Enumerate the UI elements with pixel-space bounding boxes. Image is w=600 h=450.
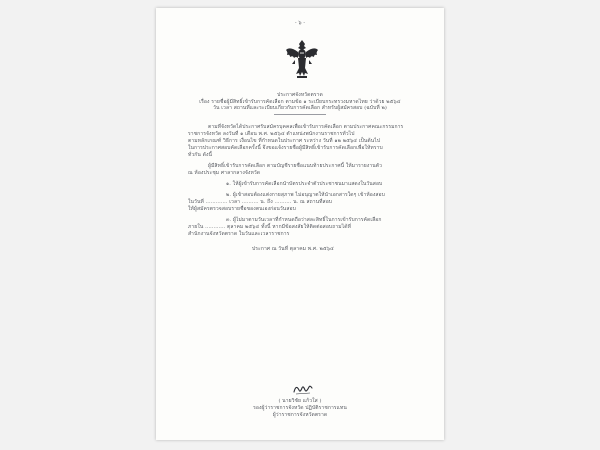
body-line: ณ ห้องประชุม ศาลากลางจังหวัด [188,170,261,176]
list-item: ๓. ผู้ไม่มาตามวันเวลาที่กำหนดถือว่าสละสิทธิ์ในการเข้ารับการคัดเลือก [226,217,382,223]
body-line: สำนักงานจังหวัดตราด ในวันและเวลาราชการ [188,231,290,237]
list-item: ๑. ให้ผู้เข้ารับการคัดเลือกนำบัตรประจำตัวประชาชนมาแสดงในวันสอบ [226,181,383,187]
list-item: ๒. ผู้เข้าสอบต้องแต่งกายสุภาพ ไม่อนุญาตให้นำเอกสารใดๆ เข้าห้องสอบ [226,192,385,198]
body-line: ให้ผู้สมัครตรวจสอบรายชื่อของตนเองก่อนวันสอบ [188,206,296,212]
issue-date: ประกาศ ณ วันที่ ตุลาคม พ.ศ. ๒๕๖๔ [252,246,334,252]
body-line: ในการประกาศสอบคัดเลือกครั้งนี้ จึงขอแจ้งรายชื่อผู้มีสิทธิ์เข้ารับการคัดเลือกเพื่อให้ทราบ [188,145,383,151]
body-line: ผู้มีสิทธิ์เข้ารับการคัดเลือก ตามบัญชีรายชื่อแนบท้ายประกาศนี้ ให้มารายงานตัว [208,163,383,169]
body-line: ตามหลักเกณฑ์ วิธีการ เงื่อนไข ที่กำหนดในประกาศ ระหว่าง วันที่ ๑๒ ๒๕๖๔ เป็นต้นไป [188,138,381,144]
body-line: ทั่วกัน ดังนี้ [188,152,213,158]
signatory-position: ผู้ว่าราชการจังหวัดตราด [272,412,328,418]
page-number: - ๖ - [294,20,306,26]
signatory-name: ( นายวิชัย แก้วใส ) [278,398,322,404]
subject-line-1: เรื่อง รายชื่อผู้มีสิทธิ์เข้ารับการคัดเลือก ตามข้อ ๑ ระเบียบกระทรวงมหาดไทย ว่าด้วย ๒๕๖๔ [199,99,401,105]
subject-line-2: วัน เวลา สถานที่และระเบียบเกี่ยวกับการคัดเลือก สำหรับผู้สมัครสอบ (ฉบับที่ ๒) [213,105,387,111]
handwritten-signature-icon [292,382,314,396]
body-line: ภายใน ............ ตุลาคม ๒๕๖๔ ทั้งนี้ หากมีข้อสงสัยให้ติดต่อสอบถามได้ที่ [188,224,351,230]
document-page [156,8,444,440]
document-title: ประกาศจังหวัดตราด [277,92,323,98]
body-line: ราชการจังหวัด ลงวันที่ ๑ เดือน พ.ศ. ๒๕๖๔ ตำแหน่งพนักงานราชการทั่วไป [188,131,355,137]
body-line: ในวันที่ ............. เวลา .......... น. ถึง .......... น. ณ สถานที่สอบ [188,199,333,205]
header-divider [274,114,326,115]
garuda-emblem-icon [284,38,320,82]
body-line: ตามที่จังหวัดได้ประกาศรับสมัครบุคคลเพื่อเข้ารับการคัดเลือก ตามประกาศคณะกรรมการ [208,124,404,130]
signatory-position: รองผู้ว่าราชการจังหวัด ปฏิบัติราชการแทน [253,405,347,411]
